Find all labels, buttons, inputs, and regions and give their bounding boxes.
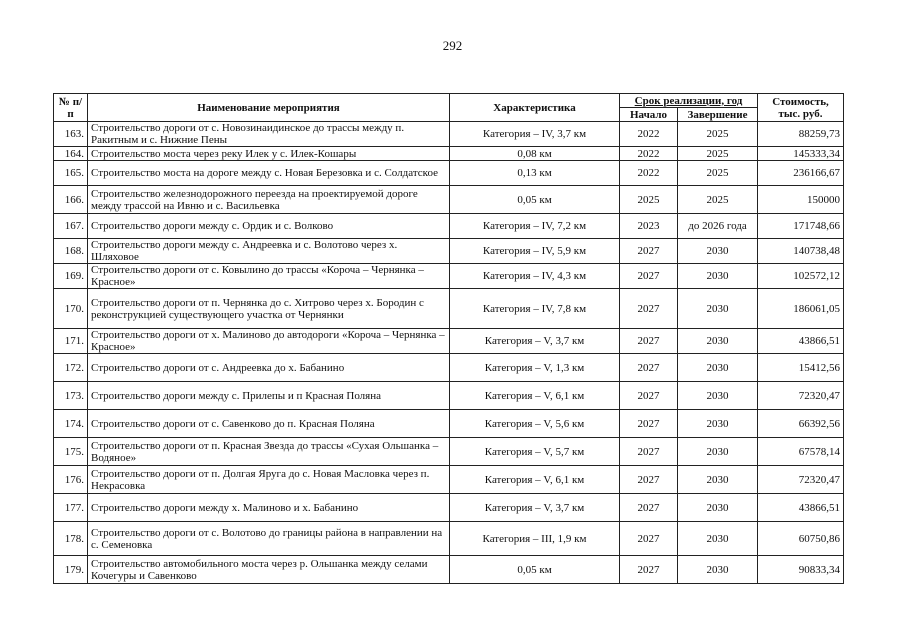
row-start-year: 2027 <box>620 382 678 410</box>
row-characteristic: 0,05 км <box>450 186 620 214</box>
row-name: Строительство дороги от с. Савенково до п. Красная Поляна <box>88 410 450 438</box>
row-cost: 67578,14 <box>758 438 844 466</box>
row-characteristic: Категория – V, 6,1 км <box>450 466 620 494</box>
row-end-year: 2025 <box>678 147 758 161</box>
row-end-year: 2030 <box>678 264 758 289</box>
row-end-year: 2030 <box>678 522 758 556</box>
row-cost: 236166,67 <box>758 161 844 186</box>
table-row <box>54 214 844 239</box>
table-row <box>54 147 844 161</box>
header-cost: Стоимость, тыс. руб. <box>758 94 844 122</box>
row-start-year: 2027 <box>620 494 678 522</box>
row-name: Строительство дороги от с. Ковылино до трассы «Короча – Чернянка – Красное» <box>88 264 450 289</box>
header-name: Наименование мероприятия <box>88 94 450 122</box>
row-start-year: 2027 <box>620 438 678 466</box>
table-row <box>54 264 844 289</box>
row-characteristic: Категория – IV, 5,9 км <box>450 239 620 264</box>
row-name: Строительство дороги от п. Чернянка до с. Хитрово через х. Бородин с реконструкцией существующего участка от Чернянки <box>88 289 450 329</box>
row-end-year: 2030 <box>678 494 758 522</box>
row-characteristic: Категория – V, 3,7 км <box>450 329 620 354</box>
row-cost: 145333,34 <box>758 147 844 161</box>
row-characteristic: 0,13 км <box>450 161 620 186</box>
row-cost: 43866,51 <box>758 494 844 522</box>
row-characteristic: Категория – V, 1,3 км <box>450 354 620 382</box>
row-start-year: 2027 <box>620 466 678 494</box>
row-cost: 15412,56 <box>758 354 844 382</box>
header-characteristic: Характеристика <box>450 94 620 122</box>
row-cost: 66392,56 <box>758 410 844 438</box>
row-end-year: 2025 <box>678 186 758 214</box>
row-name: Строительство моста на дороге между с. Новая Березовка и с. Солдатское <box>88 161 450 186</box>
row-cost: 72320,47 <box>758 466 844 494</box>
table-row <box>54 354 844 382</box>
row-number: 168. <box>54 239 88 264</box>
row-start-year: 2027 <box>620 329 678 354</box>
table-row <box>54 289 844 329</box>
row-end-year: 2025 <box>678 161 758 186</box>
row-number: 165. <box>54 161 88 186</box>
row-number: 173. <box>54 382 88 410</box>
row-name: Строительство дороги между с. Ордик и с. Волково <box>88 214 450 239</box>
row-start-year: 2027 <box>620 354 678 382</box>
schedule-table <box>53 93 844 584</box>
row-name: Строительство дороги от с. Андреевка до х. Бабанино <box>88 354 450 382</box>
row-cost: 150000 <box>758 186 844 214</box>
row-end-year: 2030 <box>678 466 758 494</box>
row-cost: 90833,34 <box>758 556 844 584</box>
table-body <box>54 122 844 584</box>
table-row <box>54 494 844 522</box>
row-number: 164. <box>54 147 88 161</box>
row-characteristic: Категория – IV, 7,2 км <box>450 214 620 239</box>
row-cost: 72320,47 <box>758 382 844 410</box>
row-end-year: 2030 <box>678 354 758 382</box>
row-start-year: 2022 <box>620 122 678 147</box>
row-cost: 102572,12 <box>758 264 844 289</box>
row-start-year: 2027 <box>620 289 678 329</box>
row-characteristic: Категория – IV, 7,8 км <box>450 289 620 329</box>
table-row <box>54 329 844 354</box>
row-end-year: 2030 <box>678 410 758 438</box>
table-row <box>54 556 844 584</box>
row-name: Строительство дороги между с. Андреевка и с. Волотово через х. Шляховое <box>88 239 450 264</box>
row-name: Строительство дороги от с. Новозинаидинское до трассы между п. Ракитным и с. Нижние Пены <box>88 122 450 147</box>
row-end-year: 2030 <box>678 438 758 466</box>
row-cost: 43866,51 <box>758 329 844 354</box>
row-name: Строительство дороги между с. Прилепы и п Красная Поляна <box>88 382 450 410</box>
row-name: Строительство дороги от п. Красная Звезда до трассы «Сухая Ольшанка – Водяное» <box>88 438 450 466</box>
row-characteristic: 0,08 км <box>450 147 620 161</box>
row-cost: 88259,73 <box>758 122 844 147</box>
page-number: 292 <box>442 38 463 53</box>
table-row <box>54 186 844 214</box>
row-name: Строительство дороги от х. Малиново до автодороги «Короча – Чернянка – Красное» <box>88 329 450 354</box>
row-cost: 186061,05 <box>758 289 844 329</box>
row-name: Строительство дороги между х. Малиново и х. Бабанино <box>88 494 450 522</box>
table-row <box>54 410 844 438</box>
row-start-year: 2023 <box>620 214 678 239</box>
row-cost: 171748,66 <box>758 214 844 239</box>
row-end-year: 2030 <box>678 329 758 354</box>
row-name: Строительство автомобильного моста через р. Ольшанка между селами Кочегуры и Савенково <box>88 556 450 584</box>
table-row <box>54 382 844 410</box>
row-start-year: 2027 <box>620 239 678 264</box>
row-name: Строительство дороги от п. Долгая Яруга до с. Новая Масловка через п. Некрасовка <box>88 466 450 494</box>
row-end-year: до 2026 года <box>678 214 758 239</box>
row-characteristic: Категория – V, 5,6 км <box>450 410 620 438</box>
row-start-year: 2022 <box>620 147 678 161</box>
row-number: 178. <box>54 522 88 556</box>
table-row <box>54 161 844 186</box>
row-number: 172. <box>54 354 88 382</box>
row-cost: 60750,86 <box>758 522 844 556</box>
table-row <box>54 522 844 556</box>
row-name: Строительство дороги от с. Волотово до границы района в направлении на с. Семеновка <box>88 522 450 556</box>
table-row <box>54 438 844 466</box>
row-start-year: 2027 <box>620 522 678 556</box>
table-row <box>54 239 844 264</box>
row-number: 175. <box>54 438 88 466</box>
row-characteristic: Категория – III, 1,9 км <box>450 522 620 556</box>
header-end: Завершение <box>678 108 758 122</box>
table-row <box>54 466 844 494</box>
row-number: 170. <box>54 289 88 329</box>
header-period: Срок реализации, год <box>620 94 758 108</box>
row-end-year: 2030 <box>678 289 758 329</box>
row-number: 176. <box>54 466 88 494</box>
row-characteristic: 0,05 км <box>450 556 620 584</box>
row-start-year: 2027 <box>620 264 678 289</box>
row-end-year: 2030 <box>678 382 758 410</box>
header-num: № п/п <box>54 94 88 122</box>
row-characteristic: Категория – V, 3,7 км <box>450 494 620 522</box>
row-end-year: 2030 <box>678 239 758 264</box>
row-name: Строительство моста через реку Илек у с. Илек-Кошары <box>88 147 450 161</box>
table-row <box>54 122 844 147</box>
row-end-year: 2030 <box>678 556 758 584</box>
row-characteristic: Категория – V, 5,7 км <box>450 438 620 466</box>
row-characteristic: Категория – V, 6,1 км <box>450 382 620 410</box>
row-start-year: 2022 <box>620 161 678 186</box>
row-number: 174. <box>54 410 88 438</box>
row-number: 179. <box>54 556 88 584</box>
row-name: Строительство железнодорожного переезда на проектируемой дороге между трассой на Ивню и с. Васильевка <box>88 186 450 214</box>
row-characteristic: Категория – IV, 4,3 км <box>450 264 620 289</box>
row-start-year: 2027 <box>620 410 678 438</box>
row-start-year: 2027 <box>620 556 678 584</box>
row-number: 166. <box>54 186 88 214</box>
row-characteristic: Категория – IV, 3,7 км <box>450 122 620 147</box>
row-number: 169. <box>54 264 88 289</box>
row-cost: 140738,48 <box>758 239 844 264</box>
header-start: Начало <box>620 108 678 122</box>
row-number: 163. <box>54 122 88 147</box>
row-number: 167. <box>54 214 88 239</box>
row-end-year: 2025 <box>678 122 758 147</box>
row-start-year: 2025 <box>620 186 678 214</box>
row-number: 177. <box>54 494 88 522</box>
row-number: 171. <box>54 329 88 354</box>
